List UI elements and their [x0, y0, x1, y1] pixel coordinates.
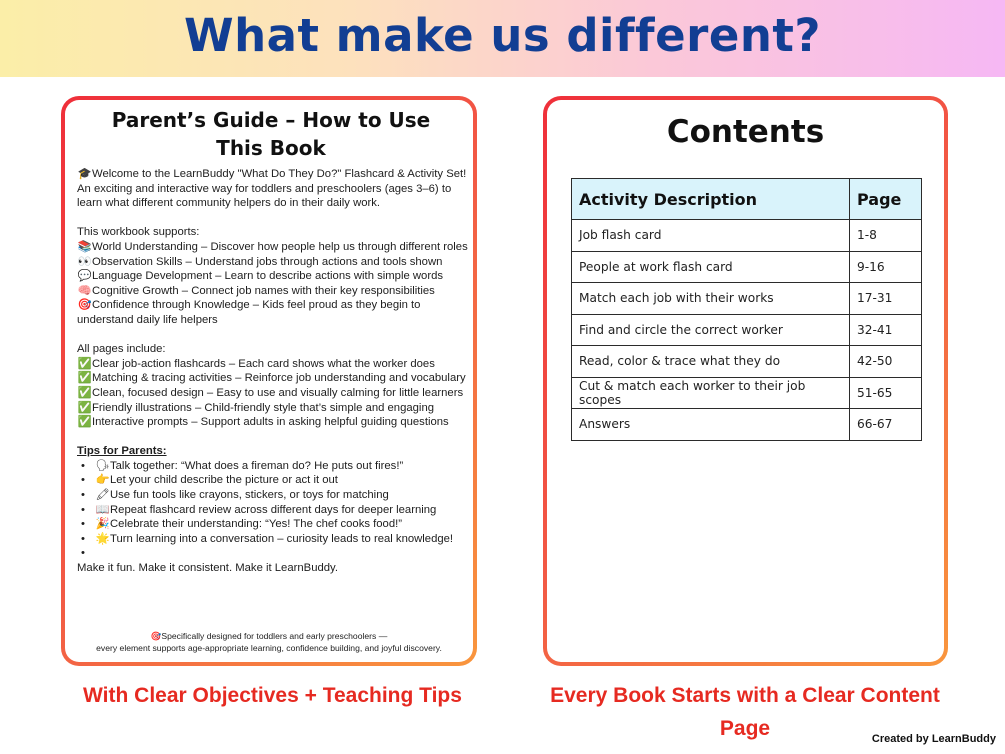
- activity-cell: Answers: [572, 409, 850, 441]
- includes-item: ✅Clean, focused design – Easy to use and visually calming for little learners: [77, 386, 464, 399]
- page-cell: 32-41: [850, 314, 922, 346]
- supports-item: 💬Language Development – Learn to describe actions with simple words: [77, 270, 444, 283]
- tip-item: • 🌟Turn learning into a conversation – curiosity leads to real knowledge!: [81, 532, 454, 545]
- bullet-icon: •: [81, 532, 85, 545]
- activity-cell: Cut & match each worker to their job scopes: [572, 377, 850, 409]
- intro-line: An exciting and interactive way for toddlers and preschoolers (ages 3–6) to learn what different community helpers do in their daily work.: [77, 182, 452, 210]
- brain-icon: 🧠: [77, 284, 92, 297]
- tip-item: • 👉Let your child describe the picture or act it out: [81, 474, 338, 487]
- supports-item: 🎯Confidence through Knowledge – Kids feel proud as they begin to understand daily life helpers: [77, 299, 421, 326]
- closing-line: Make it fun. Make it consistent. Make it LearnBuddy.: [77, 562, 338, 575]
- includes-item: ✅Friendly illustrations – Child-friendly style that’s simple and engaging: [77, 401, 435, 414]
- bullet-icon: •: [81, 547, 85, 560]
- activity-cell: Find and circle the correct worker: [572, 314, 850, 346]
- header-banner: [0, 0, 1005, 77]
- check-mark-icon: ✅: [77, 372, 92, 385]
- graduation-cap-icon: 🎓: [77, 168, 92, 180]
- tip-item: • 🗣Talk together: “What does a fireman do? He puts out fires!”: [81, 459, 404, 472]
- supports-heading: This workbook supports:: [77, 226, 200, 239]
- supports-item: 👀Observation Skills – Understand jobs through actions and tools shown: [77, 255, 443, 268]
- table-row: [572, 409, 922, 441]
- pointing-hand-icon: 👉: [95, 474, 110, 487]
- tip-item-empty: [77, 546, 469, 561]
- supports-item: 🧠Cognitive Growth – Connect job names with their key responsibilities: [77, 284, 435, 297]
- includes-heading: All pages include:: [77, 343, 166, 356]
- page-title: What make us different?: [183, 9, 822, 62]
- parents-guide-card: [61, 96, 477, 666]
- activity-cell: Job flash card: [572, 220, 850, 252]
- supports-item: 📚World Understanding – Discover how people help us through different roles: [77, 240, 468, 253]
- eyes-icon: 👀: [77, 255, 92, 268]
- open-book-icon: 📖: [95, 503, 110, 516]
- bullet-icon: •: [81, 489, 85, 502]
- caption-right: Every Book Starts with a Clear Content Page: [550, 684, 940, 740]
- target-icon: 🎯: [77, 299, 92, 312]
- tips-heading: Tips for Parents:: [77, 445, 167, 458]
- check-mark-icon: ✅: [77, 401, 92, 414]
- includes-item: ✅Matching & tracing activities – Reinforce job understanding and vocabulary: [77, 372, 466, 385]
- footnote: 🎯Specifically designed for toddlers and early preschoolers — every element supports age-appropriate learning, confidence building, and joyful discovery.: [96, 631, 442, 653]
- column-header: Activity Description: [572, 179, 850, 220]
- page-cell: 17-31: [850, 283, 922, 315]
- contents-table: [571, 178, 922, 441]
- guide-title: Parent’s Guide – How to Use This Book: [111, 108, 431, 160]
- column-header: Page: [850, 179, 922, 220]
- books-icon: 📚: [77, 240, 92, 253]
- page-cell: 42-50: [850, 346, 922, 378]
- activity-cell: Read, color & trace what they do: [572, 346, 850, 378]
- table-row: [572, 377, 922, 409]
- tip-item: • 📖Repeat flashcard review across different days for deeper learning: [81, 503, 437, 516]
- party-popper-icon: 🎉: [95, 518, 110, 531]
- star-icon: 🌟: [95, 532, 110, 545]
- page-cell: 66-67: [850, 409, 922, 441]
- intro-line: 🎓Welcome to the LearnBuddy "What Do They Do?" Flashcard & Activity Set!: [77, 168, 467, 180]
- contents-card: [543, 96, 948, 666]
- speaking-head-icon: 🗣: [95, 459, 110, 472]
- check-mark-icon: ✅: [77, 386, 92, 399]
- activity-cell: People at work flash card: [572, 251, 850, 283]
- activity-cell: Match each job with their works: [572, 283, 850, 315]
- tip-item: • 🎉Celebrate their understanding: “Yes! The chef cooks food!”: [81, 518, 403, 531]
- caption-left: With Clear Objectives + Teaching Tips: [83, 684, 462, 707]
- page-cell: 51-65: [850, 377, 922, 409]
- table-row: [572, 283, 922, 315]
- page-cell: 9-16: [850, 251, 922, 283]
- table-row: [572, 251, 922, 283]
- includes-item: ✅Interactive prompts – Support adults in asking helpful guiding questions: [77, 416, 449, 429]
- credit-label: Created by LearnBuddy: [871, 733, 996, 745]
- bullet-icon: •: [81, 474, 85, 487]
- check-mark-icon: ✅: [77, 416, 92, 429]
- contents-title: Contents: [666, 114, 825, 150]
- check-mark-icon: ✅: [77, 357, 92, 370]
- page-cell: 1-8: [850, 220, 922, 252]
- table-row: [572, 346, 922, 378]
- table-row: [572, 314, 922, 346]
- bullet-icon: •: [81, 459, 85, 472]
- crayon-icon: 🖍: [95, 489, 110, 502]
- guide-body: [77, 167, 469, 576]
- table-row: [572, 220, 922, 252]
- includes-item: ✅Clear job-action flashcards – Each card shows what the worker does: [77, 357, 435, 370]
- bullet-icon: •: [81, 503, 85, 516]
- tip-item: • 🖍Use fun tools like crayons, stickers, or toys for matching: [81, 489, 389, 502]
- table-header-row: [572, 179, 922, 220]
- bullet-icon: •: [81, 518, 85, 531]
- speech-bubble-icon: 💬: [77, 270, 92, 283]
